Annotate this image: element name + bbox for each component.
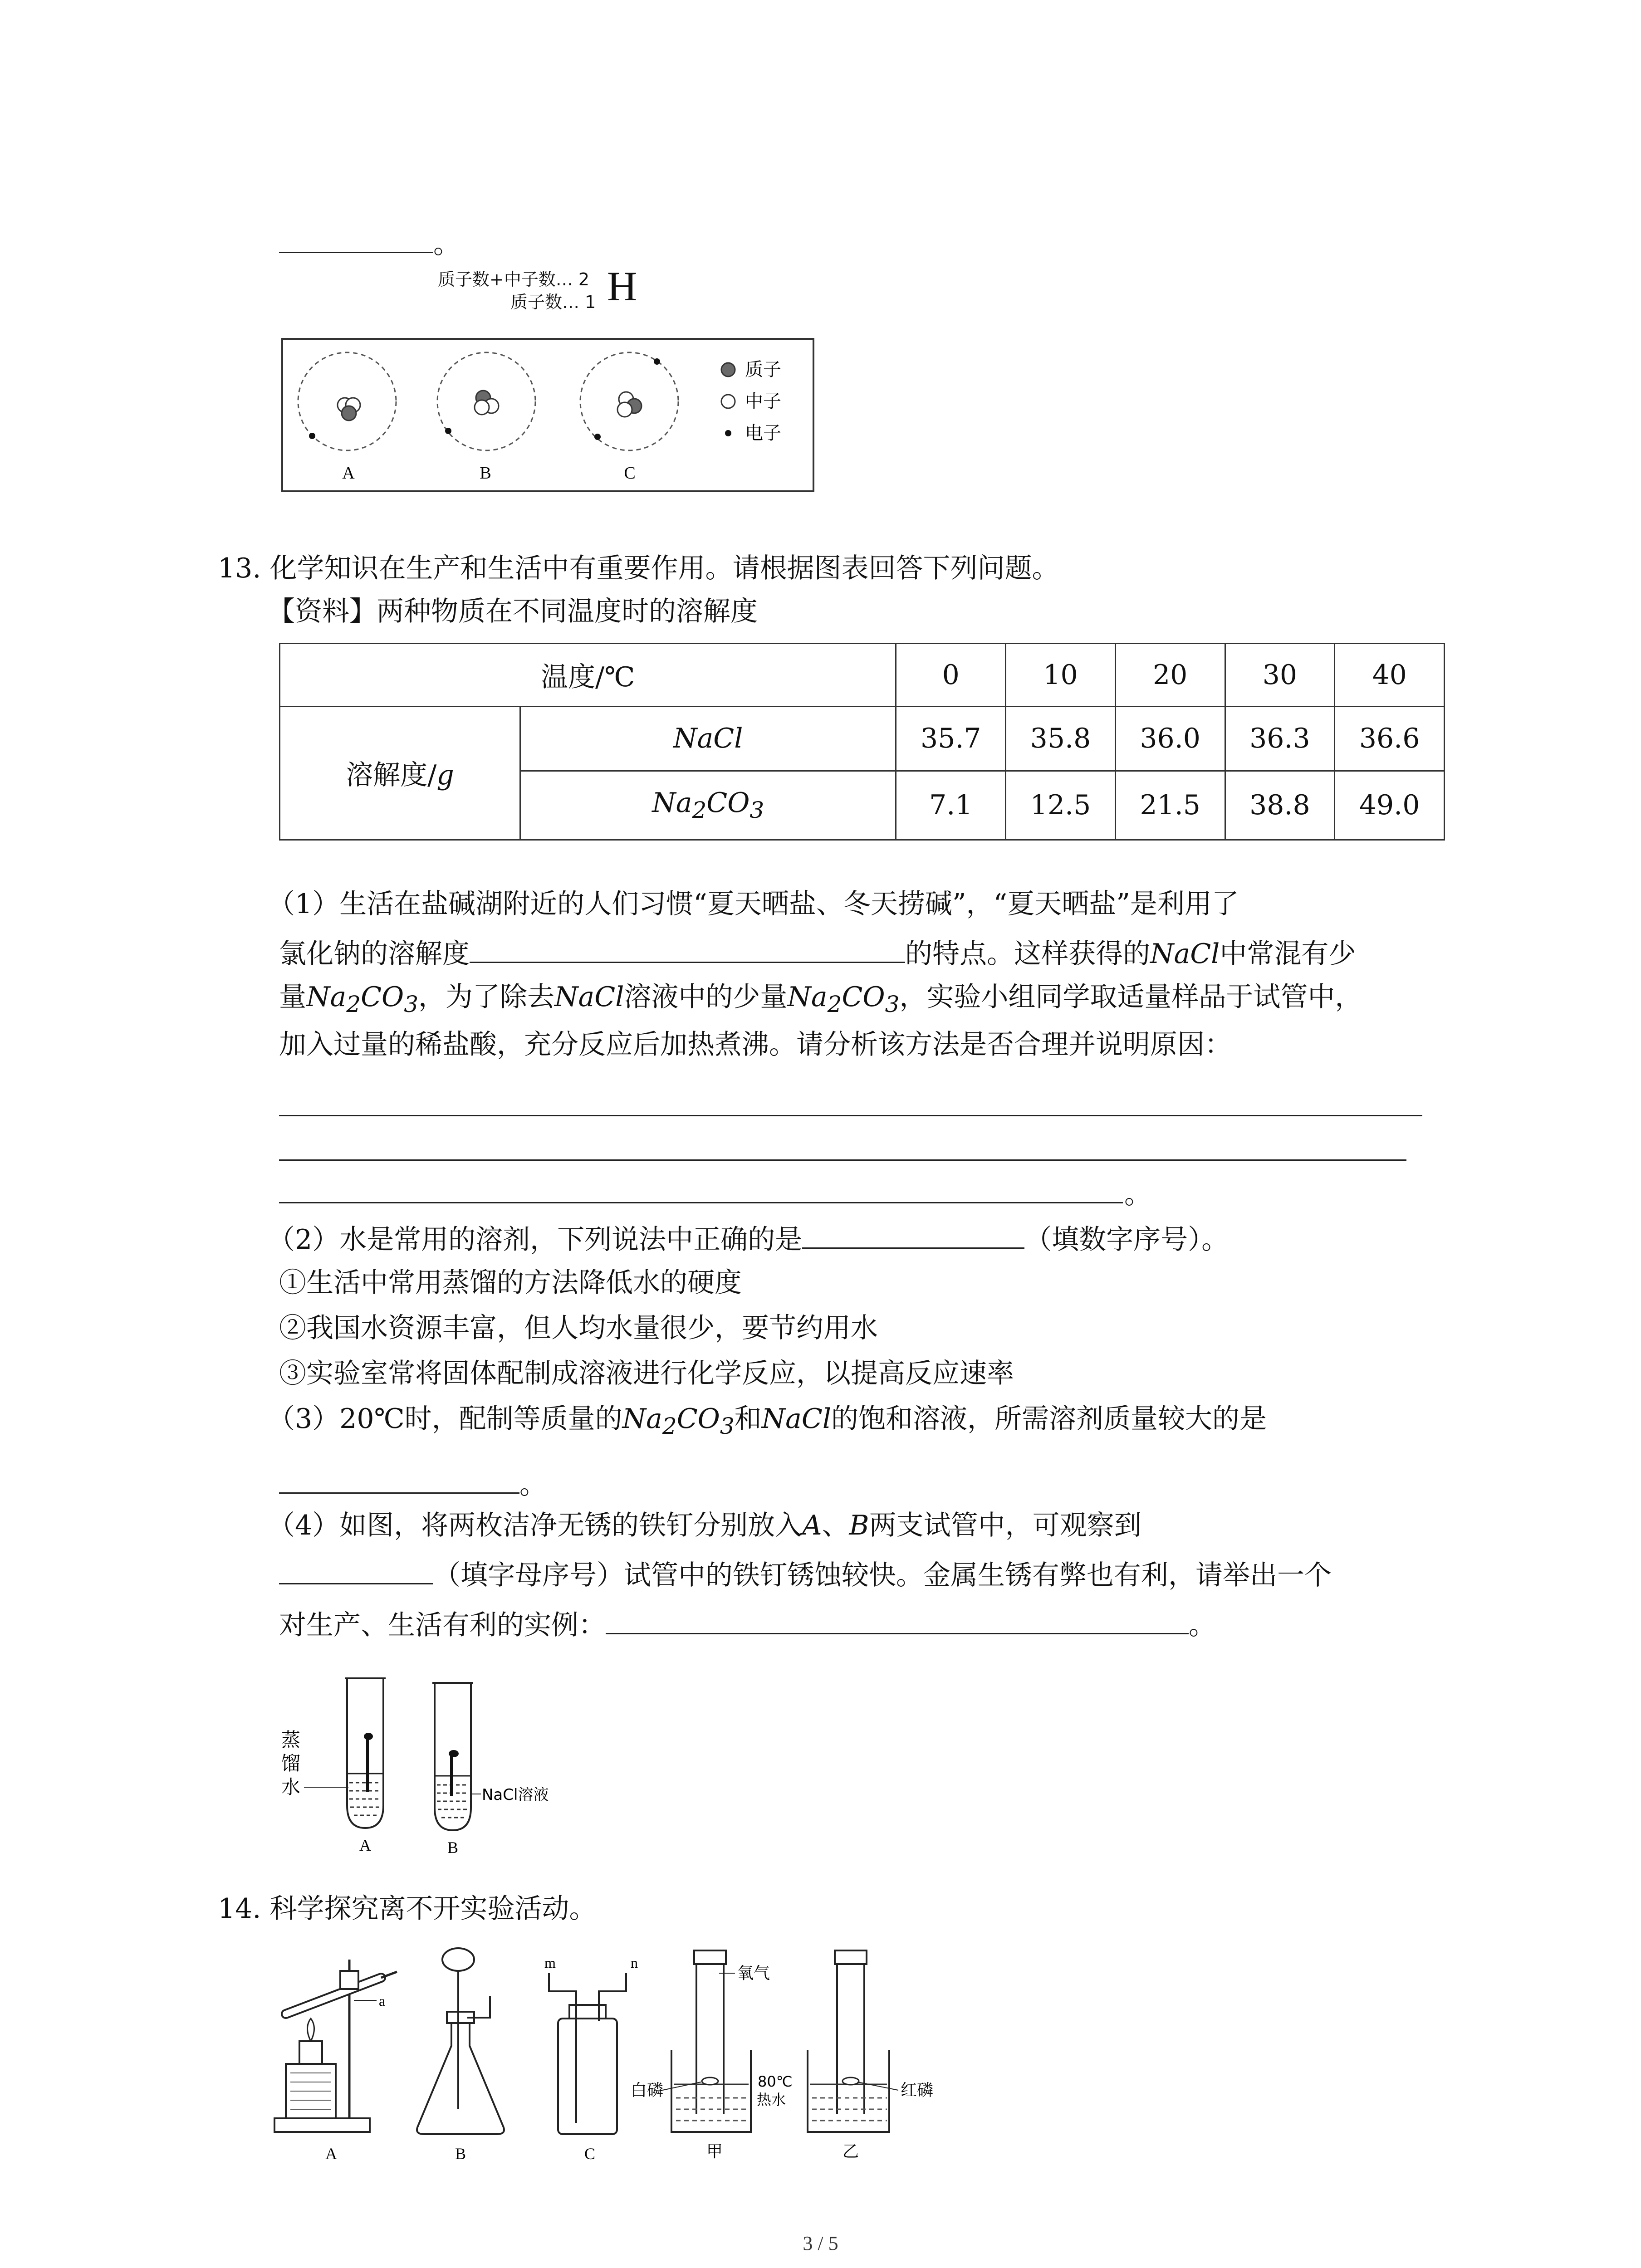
apparatus-label-b: B — [455, 2145, 466, 2163]
port-n: n — [631, 1955, 638, 1971]
hot-water-label: 热水 — [757, 2091, 786, 2108]
prev-answer-line: 。 — [279, 225, 460, 261]
test-tube-figure — [281, 1674, 590, 1855]
q13-p1-line1: （1）生活在盐碱湖附近的人们习惯“夏天晒盐、冬天捞碱”，“夏天晒盐”是利用了 — [268, 888, 1239, 920]
apparatus-label-a: A — [325, 2145, 337, 2163]
nacl-20: 36.0 — [1115, 706, 1225, 771]
q13-p2-option3: ③实验室常将固体配制成溶液进行化学反应，以提高反应速率 — [279, 1358, 1014, 1389]
q14-stem — [218, 1892, 597, 1926]
q13-p4-line2: （填字母序号）试管中的铁钉锈蚀较快。金属生锈有弊也有利，请举出一个 — [279, 1556, 1332, 1593]
answer-line-3[interactable] — [279, 1202, 1123, 1203]
q13-p2-line1: （2）水是常用的溶剂，下列说法中正确的是 （填数字序号）。 — [268, 1220, 1229, 1257]
test-tube-a — [345, 1678, 386, 1828]
test-tube-b — [432, 1683, 473, 1830]
nacl-30: 36.3 — [1225, 706, 1335, 771]
apparatus-label-jia: 甲 — [706, 2142, 723, 2161]
na2co3-label: $Na_2CO_3$ — [520, 771, 896, 840]
apparatus-a — [274, 1960, 397, 2163]
q13-number: 13. — [218, 552, 261, 584]
lab-apparatus-figure — [268, 1946, 1003, 2173]
apparatus-label-yi: 乙 — [842, 2142, 859, 2161]
q13-resource-title: 【资料】两种物质在不同温度时的溶解度 — [268, 596, 758, 627]
oxygen-label: 氧气 — [737, 1964, 770, 1983]
red-phosphorus-label: 红磷 — [901, 2081, 934, 2100]
q13-p2-option1: ①生活中常用蒸馏的方法降低水的硬度 — [279, 1267, 742, 1299]
white-phosphorus-label: 白磷 — [631, 2081, 664, 2100]
apparatus-label-c: C — [584, 2145, 596, 2163]
q13-p1-line2: 氯化钠的溶解度 的特点。这样获得的NaCl中常混有少 — [279, 934, 1356, 971]
answer-blank-p1[interactable] — [470, 934, 905, 963]
answer-blank-p4b[interactable] — [606, 1606, 1189, 1634]
q13-p3-line2: 。 — [279, 1465, 547, 1502]
answer-blank[interactable] — [279, 225, 433, 253]
na2co3-10: 12.5 — [1006, 771, 1116, 840]
legend-neutron: 中子 — [745, 391, 781, 412]
hot-water-temp: 80℃ — [758, 2073, 793, 2090]
answer-line-2[interactable] — [279, 1159, 1406, 1161]
legend-proton: 质子 — [745, 359, 781, 380]
apparatus-yi — [808, 1950, 933, 2161]
answer-blank-p4a[interactable] — [279, 1556, 433, 1584]
solubility-table — [279, 643, 1445, 841]
tube-label-a: A — [359, 1836, 371, 1854]
atom-label-c: C — [624, 464, 636, 483]
q13-p2-option2: ②我国水资源丰富，但人均水量很少，要节约用水 — [279, 1312, 878, 1344]
atom-model-a — [298, 352, 396, 450]
water-label-1: 蒸 — [281, 1729, 301, 1751]
apparatus-b — [417, 1948, 504, 2163]
apparatus-c — [544, 1955, 638, 2163]
tube-label-b: B — [447, 1838, 459, 1855]
q13-p1-line3: 量$Na_2CO_3$，为了除去NaCl溶液中的少量$Na_2CO_3$，实验小组同学取适量样品于试管中， — [279, 981, 1362, 1017]
water-label-2: 馏 — [281, 1752, 301, 1774]
nacl-10: 35.8 — [1006, 706, 1116, 771]
port-m: m — [544, 1955, 556, 1971]
answer-blank-p3[interactable] — [279, 1465, 519, 1494]
q13-p1-line4: 加入过量的稀盐酸，充分反应后加热煮沸。请分析该方法是否合理并说明原因： — [279, 1029, 1232, 1061]
nacl-solution-label: NaCl溶液 — [482, 1786, 549, 1804]
isotope-notation-line1: 质子数+中子数… 2 — [438, 269, 590, 289]
q13-stem — [218, 551, 1059, 586]
q13-p3-line1: （3）20℃时，配制等质量的$Na_2CO_3$和NaCl的饱和溶液，所需溶剂质量较大的是 — [268, 1403, 1267, 1439]
na2co3-30: 38.8 — [1225, 771, 1335, 840]
apparatus-a-label-a: a — [379, 1993, 386, 2009]
apparatus-jia — [631, 1950, 793, 2161]
q13-stem-text: 化学知识在生产和生活中有重要作用。请根据图表回答下列问题。 — [269, 552, 1059, 584]
temp-30: 30 — [1225, 644, 1335, 707]
answer-line-1[interactable] — [279, 1115, 1422, 1116]
temp-10: 10 — [1006, 644, 1116, 707]
hydrogen-symbol: H — [607, 263, 637, 309]
nacl-0: 35.7 — [896, 706, 1006, 771]
q13-p4-line3: 对生产、生活有利的实例： 。 — [279, 1606, 1216, 1642]
atom-models-figure — [281, 338, 814, 492]
temp-20: 20 — [1115, 644, 1225, 707]
temp-40: 40 — [1335, 644, 1445, 707]
nacl-40: 36.6 — [1335, 706, 1445, 771]
q14-stem-text: 科学探究离不开实验活动。 — [269, 1893, 597, 1925]
page-number: 3 / 5 — [803, 2232, 838, 2254]
atom-legend — [721, 359, 781, 444]
temp-0: 0 — [896, 644, 1006, 707]
solubility-label: 溶解度/g — [280, 706, 520, 840]
atom-label-b: B — [480, 464, 491, 483]
nacl-label: NaCl — [520, 706, 896, 771]
atom-model-c — [580, 352, 678, 450]
na2co3-20: 21.5 — [1115, 771, 1225, 840]
water-label-3: 水 — [281, 1776, 301, 1798]
isotope-notation-line2: 质子数… 1 — [510, 292, 596, 312]
answer-end-mark: 。 — [1124, 1178, 1151, 1210]
atom-label-a: A — [342, 464, 355, 483]
temp-header: 温度/℃ — [280, 644, 896, 707]
legend-electron: 电子 — [745, 423, 781, 444]
q13-p4-line1: （4）如图，将两枚洁净无锈的铁钉分别放入A、B两支试管中，可观察到 — [268, 1510, 1141, 1541]
na2co3-40: 49.0 — [1335, 771, 1445, 840]
q14-number: 14. — [218, 1893, 261, 1925]
answer-blank-p2[interactable] — [802, 1220, 1024, 1249]
atom-model-b — [437, 352, 535, 450]
na2co3-0: 7.1 — [896, 771, 1006, 840]
